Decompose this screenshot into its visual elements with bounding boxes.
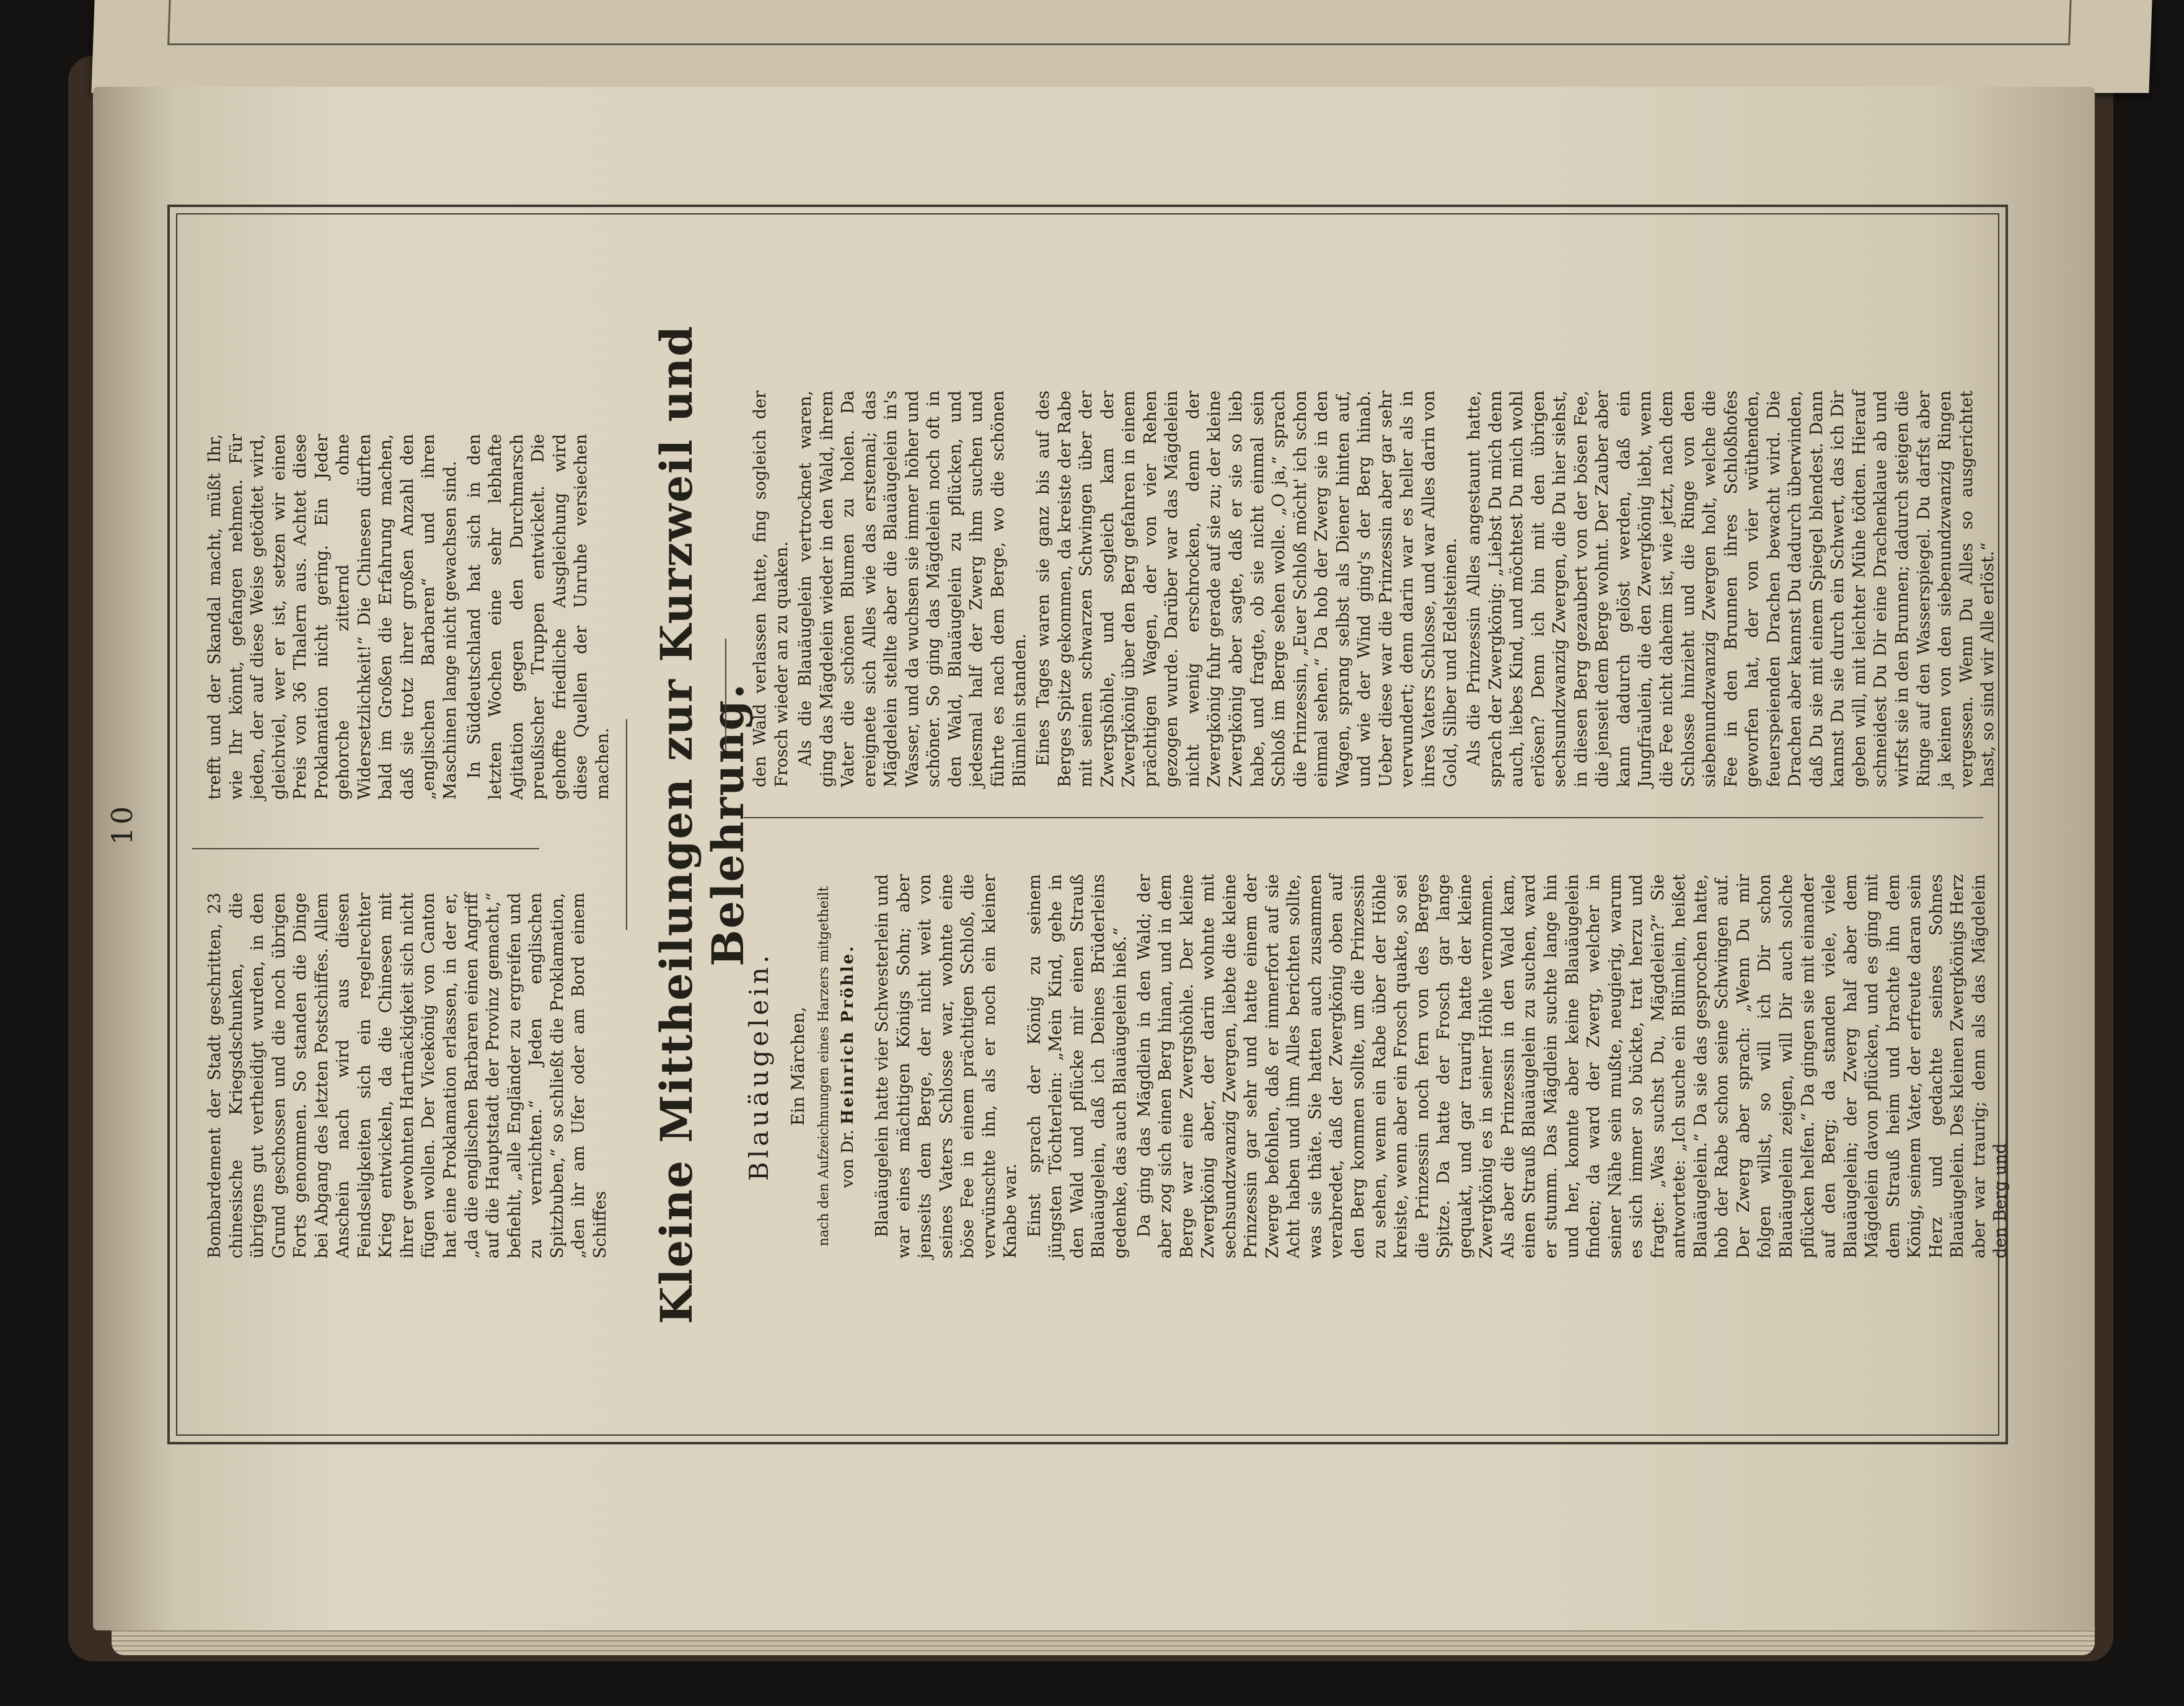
page-content [105,205,2010,1444]
previous-page-edge [91,0,2152,93]
story-source: nach den Aufzeichnungen eines Harzers mitgetheilt [816,886,832,1247]
story-paragraph: Einst sprach der König zu seinem jüngsten Töchterlein: „Mein Kind, gehe in den Wald und pflücke mir einen Strauß Blauäugelein, daß ich Deines Brüderleins gedenke, das auch Blauäugelein hieß.“ [1024,874,1130,1258]
separator-rule [626,719,627,930]
title-rule [725,639,726,750]
page-number: 10 [105,803,139,846]
story-paragraph: Blauäugelein hatte vier Schwesterlein und war eines mächtigen Königs Sohn; aber jenseits dem Berge, der nicht weit von seines Vaters Schlosse war, wohnte eine böse Fee in einem prächtigen Schloß, die verwünschte ihn, als er noch ein kleiner Knabe war. [873,874,1021,1258]
story-paragraph: Da ging das Mägdlein in den Wald; der aber zog sich einen Berg hinan, und in dem Berge war eine Zwergshöhle. Der kleine Zwergkönig aber, der darin wohnte mit sechsundzwanzig Zwergen, liebte die kleine Prinzessin gar sehr und hatte einem der Zwerge befohlen, daß er immerfort auf sie Acht haben und ihm Alles berichten sollte, was sie thäte. Sie hatten auch zusammen verabredet, daß der Zwergkönig oben auf den Berg kommen sollte, um die Prinzessin zu sehen, wenn ein Rabe über der Höhle kreiste, wenn aber ein Frosch quakte, so sei die Prinzessin noch fern von des Berges Spitze. Da hatte der Frosch gar lange gequakt, und gar traurig hatte der kleine Zwergkönig es in seiner Höhle vernommen. Als aber die Prinzessin in den Wald kam, einen Strauß Blauäugelein zu suchen, ward er stumm. Das Mägdlein suchte lange hin und her, konnte aber keine Blauäugelein finden; da ward der Zwerg, welcher in seiner Nähe sein mußte, neugierig, warum es sich immer so bückte, trat herzu und fragte: „Was suchst Du, Mägdelein?“ Sie antwortete: „Ich suche ein Blümlein, heißet Blauäugelein.“ Da sie das gesprochen hatte, hob der Rabe schon seine Schwingen auf. Der Zwerg aber sprach: „Wenn Du mir folgen willst, so will ich Dir schon Blauäugelein zeigen, will Dir auch solche pflücken helfen.“ Da gingen sie mit einander auf den Berg; da standen viele, viele Blauäugelein; der Zwerg half aber dem Mägdelein davon pflücken, und es ging mit dem Strauß heim und brachte ihn dem König, seinem Vater, der erfreute daran sein Herz und gedachte seines Sohnes Blauäugelein. Des kleinen Zwergkönigs Herz aber war traurig; denn als das Mägdelein den Berg und [1134,874,2010,1258]
story-column-1 [738,874,2014,1258]
story-column-2 [750,391,2002,787]
article-text: Bombardement der Stadt geschritten, 23 chinesische Kriegsdschunken, die übrigens gut vertheidigt wurden, in den Grund geschossen und die noch übrigen Forts genommen. So standen die Dinge bei Abgang des letzten Postschiffes. Allem Anschein nach wird aus diesen Feindseligkeiten sich ein regelrechter Krieg entwickeln, da die Chinesen mit ihrer gewohnten Hartnäckigkeit sich nicht fügen wollen. Der Vicekönig von Canton hat eine Proklamation erlassen, in der er, „da die englischen Barbaren einen Angriff auf die Hauptstadt der Provinz gemacht,“ befiehlt, „alle Engländer zu ergreifen und zu vernichten.“ Jeden englischen Spitzbuben,“ so schließt die Proklamation, „den ihr am Ufer oder am Bord einem Schiffes [205,893,610,1258]
column-divider [744,817,1983,818]
column-divider [192,848,539,849]
article-text: In Süddeutschland hat sich in den letzten Wochen eine sehr lebhafte Agitation gegen den Durchmarsch preußischer Truppen entwickelt. Die gehoffte friedliche Ausgleichung wird diese Quellen der Unruhe versiechen machen. [464,434,612,800]
story-author [838,874,858,1258]
story-paragraph: den Wald verlassen hatte, fing sogleich der Frosch wieder an zu quaken. [751,391,791,787]
article-column-1 [205,893,614,1258]
article-column-2 [205,434,616,800]
author-prefix: von Dr. [838,1129,857,1188]
story-subtitle: Ein Märchen, [787,1006,808,1126]
section-title: Kleine Mittheilungen zur Kurzweil und Belehrung. [651,324,754,1325]
story-paragraph: Als die Blauäugelein vertrocknet waren, ging das Mägdelein wieder in den Wald, ihrem Vater die schönen Blumen zu holen. Da ereignete sich Alles wie das erstemal; das Mägdelein stellte aber die Blauäugelein in's Wasser, und da wuchsen sie immer höher und schöner. So ging das Mägdelein noch oft in den Wald, Blauäugelein zu pflücken, und jedesmal half der Zwerg ihm suchen und führte es nach dem Berge, wo die schönen Blümlein standen. [796,391,1029,787]
article-text: trefft und der Skandal macht, müßt Ihr, wie Ihr könnt, gefangen nehmen. Für jeden, der auf diese Weise getödtet wird, gleichviel, wer er ist, setzen wir einen Preis von 36 Thalern aus. Achtet diese Proklamation nicht gering. Ein Jeder gehorche zitternd ohne Widersetzlichkeit!“ Die Chinesen dürften bald im Großen die Erfahrung machen, daß sie trotz ihrer großen Anzahl den „englischen Barbaren“ und ihren Maschinen lange nicht gewachsen sind. [205,434,460,800]
previous-page-border [167,0,2072,45]
author-name: Heinrich Pröhle. [838,944,857,1125]
story-paragraph: Als die Prinzessin Alles angestaunt hatte, sprach der Zwergkönig: „Liebst Du mich denn auch, liebes Kind, und möchtest Du mich wohl erlösen? Denn ich bin mit den übrigen sechsundzwanzig Zwergen, die Du hier siehst, in diesen Berg gezaubert von der bösen Fee, die jenseit dem Berge wohnt. Der Zauber aber kann dadurch gelöst werden, daß ein Jungfräulein, die den Zwergkönig liebt, wenn die Fee nicht daheim ist, wie jetzt, nach dem Schlosse hinzieht und die Ringe von den siebenundzwanzig Zwergen holt, welche die Fee in den Brunnen ihres Schloßhofes geworfen hat, der von vier wüthenden, feuerspeienden Drachen bewacht wird. Die Drachen aber kannst Du dadurch überwinden, daß Du sie mit einem Spiegel blendest. Dann kannst Du sie durch ein Schwert, das ich Dir geben will, mit leichter Mühe tödten. Hierauf schneidest Du Dir eine Drachenklaue ab und wirfst sie in den Brunnen; dadurch steigen die Ringe auf den Wasserspiegel. Du darfst aber ja keinen von den siebenundzwanzig Ringen vergessen. Wenn Du Alles so ausgerichtet hast, so sind wir Alle erlöst.“ [1464,391,1998,787]
story-title: Blauäugelein. [744,951,774,1182]
story-paragraph: Eines Tages waren sie ganz bis auf des Berges Spitze gekommen, da kreiste der Rabe mit seinen schwarzen Schwingen über der Zwergshöhle, und sogleich kam der Zwergkönig über den Berg gefahren in einem prächtigen Wagen, der von vier Rehen gezogen wurde. Darüber war das Mägdelein nicht wenig erschrocken, denn der Zwergkönig fuhr gerade auf sie zu; der kleine Zwergkönig aber sagte, daß er sie so lieb habe, und fragte, ob sie nicht einmal sein Schloß im Berge sehen wolle. „O ja,“ sprach die Prinzessin, „Euer Schloß möcht' ich schon einmal sehen.“ Da hob der Zwerg sie in den Wagen, sprang selbst als Diener hinten auf, und wie der Wind ging's der Berg hinab. Ueber diese war die Prinzessin aber gar sehr verwundert; denn darin war es heller als in ihres Vaters Schlosse, und war Alles darin von Gold, Silber und Edelsteinen. [1034,391,1460,787]
